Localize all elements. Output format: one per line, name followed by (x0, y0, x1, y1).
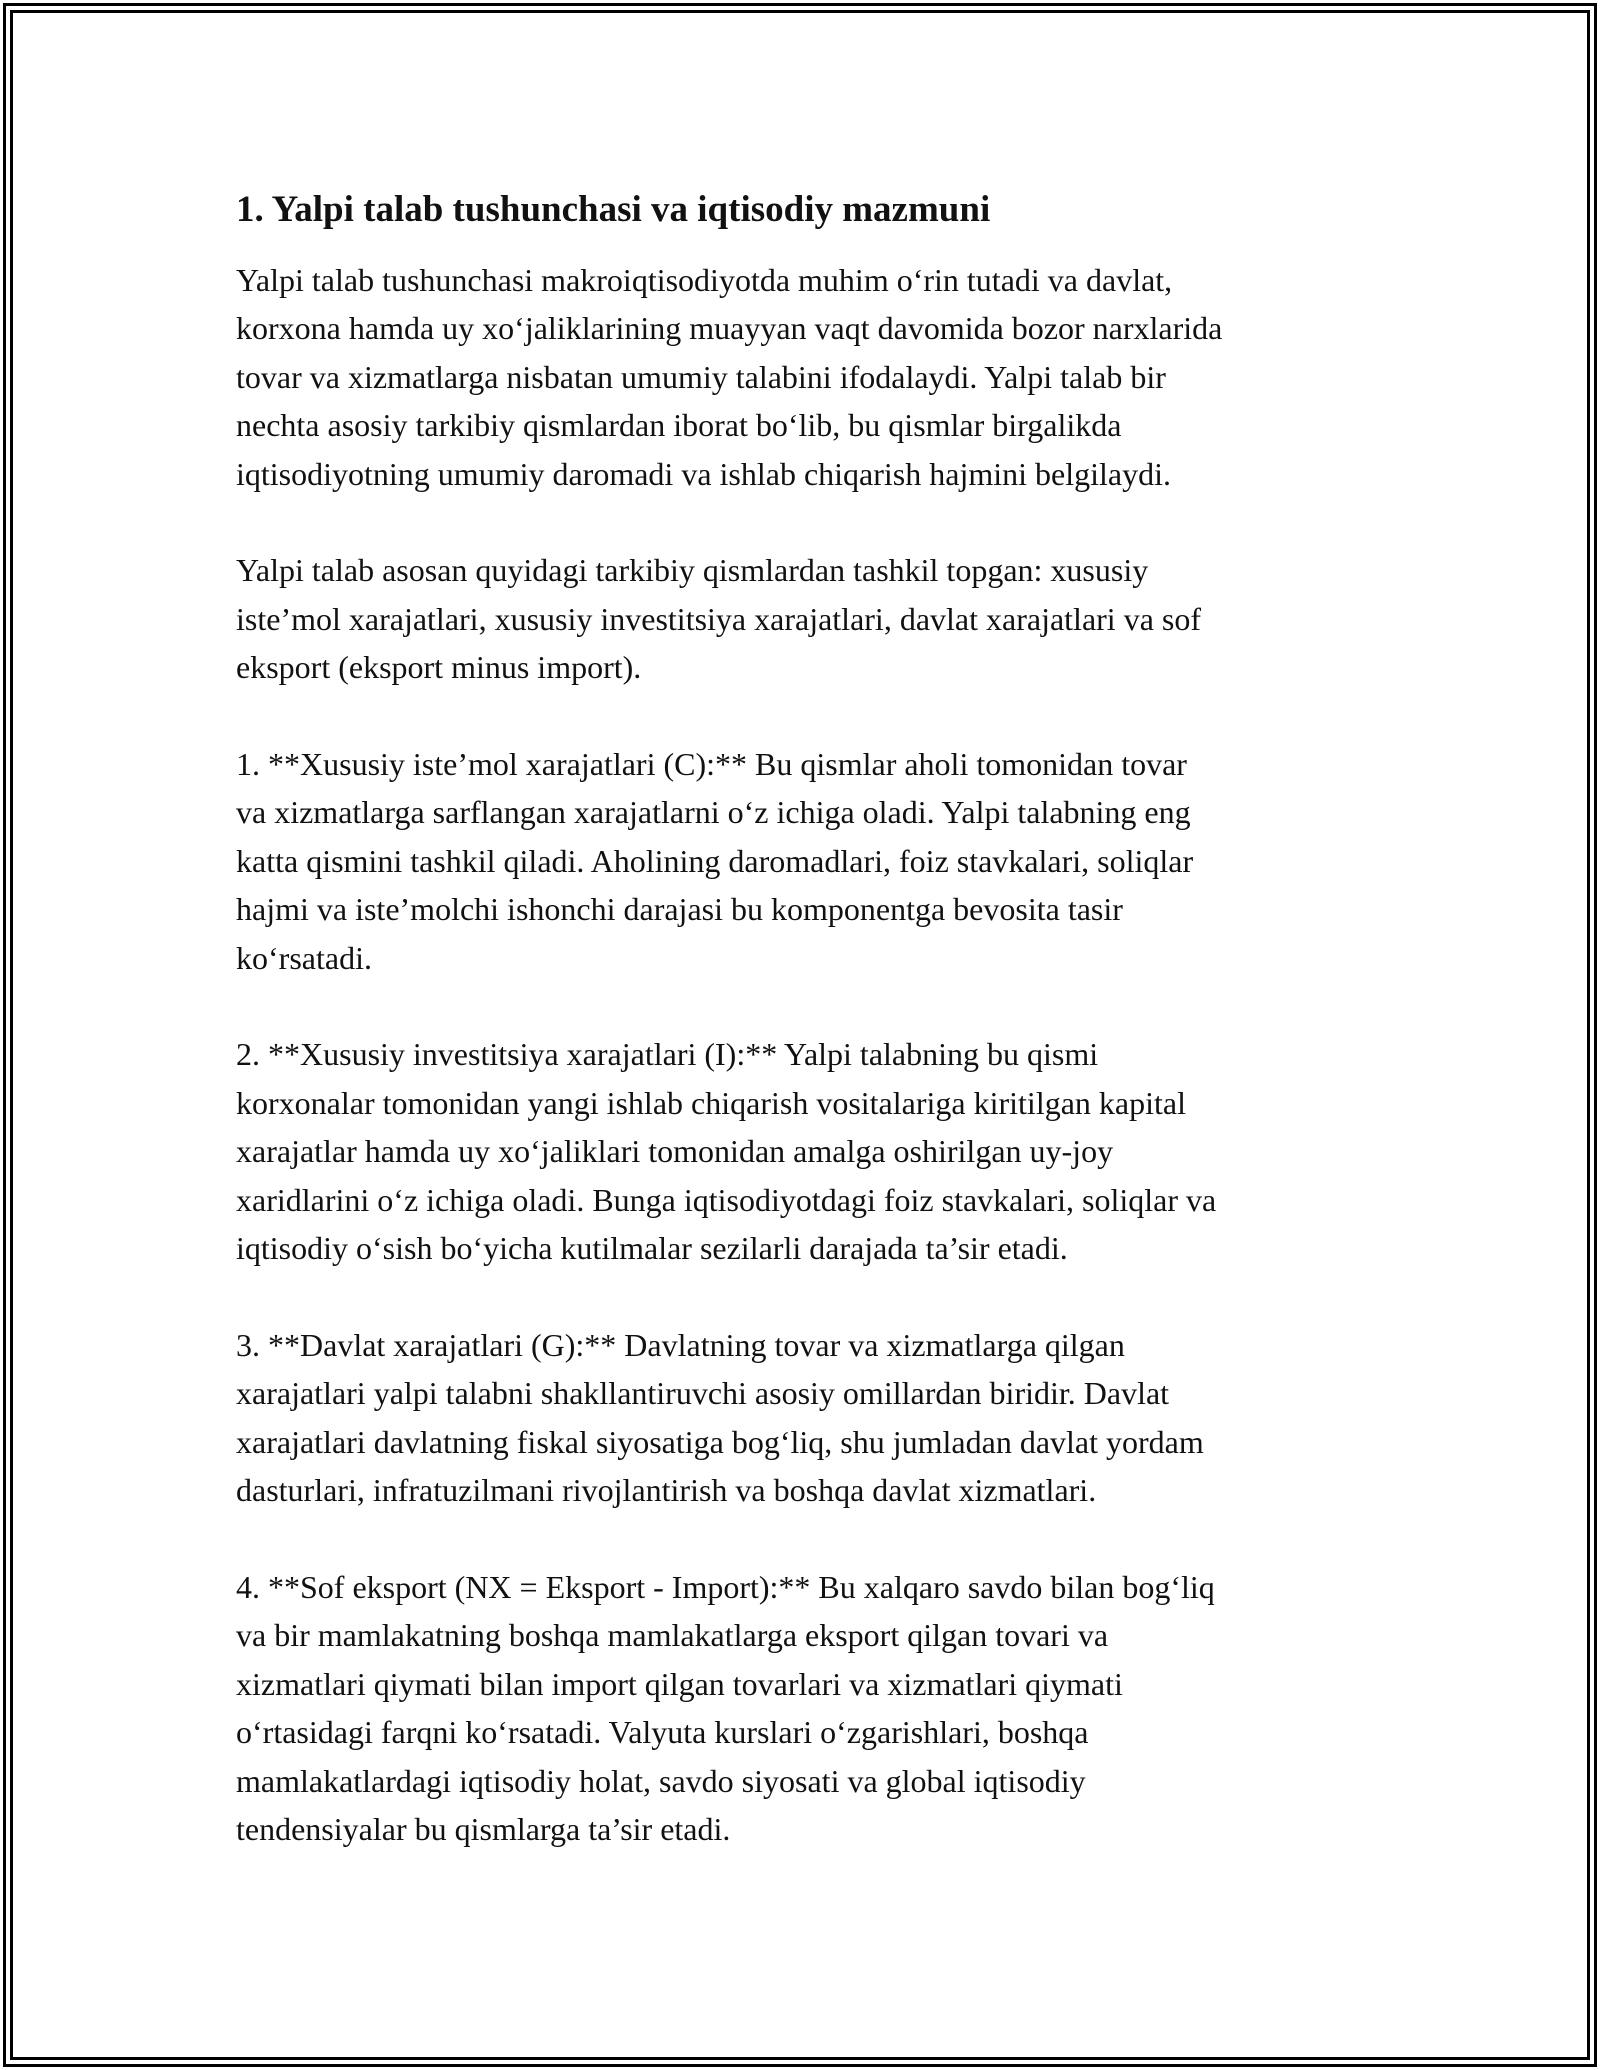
paragraph-net-export: 4. **Sof eksport (NX = Eksport - Import):** Bu xalqaro savdo bilan bog‘liq va bir mamlakatning boshqa mamlakatlarga eksport qilgan tovari va xizmatlari qiymati bilan import qilgan tovarlari va xizmatlari qiymati o‘rtasidagi farqni ko‘rsatadi. Valyuta kurslari o‘zgarishlari, boshqa mamlakatlardagi iqtisodiy holat, savdo siyosati va global iqtisodiy tendensiyalar bu qismlarga ta’sir etadi. (236, 1568, 1215, 1847)
document-body (236, 186, 1376, 1902)
section-heading: 1. Yalpi talab tushunchasi va iqtisodiy mazmuni (236, 189, 991, 230)
paragraph-investment: 2. **Xususiy investitsiya xarajatlari (I):** Yalpi talabning bu qismi korxonalar tomonidan yangi ishlab chiqarish vositalariga kiritilgan kapital xarajatlar hamda uy xo‘jaliklari tomonidan amalga oshirilgan uy-joy xaridlarini o‘z ichiga oladi. Bunga iqtisodiyotdagi foiz stavkalari, soliqlar va iqtisodiy o‘sish bo‘yicha kutilmalar sezilarli darajada ta’sir etadi. (236, 1036, 1217, 1267)
paragraph-government: 3. **Davlat xarajatlari (G):** Davlatning tovar va xizmatlarga qilgan xarajatlari yalpi talabni shakllantiruvchi asosiy omillardan biridir. Davlat xarajatlari davlatning fiskal siyosatiga bog‘liq, shu jumladan davlat yordam dasturlari, infratuzilmani rivojlantirish va boshqa davlat xizmatlari. (236, 1326, 1204, 1509)
paragraph-intro: Yalpi talab tushunchasi makroiqtisodiyotda muhim o‘rin tutadi va davlat, korxona hamda uy xo‘jaliklarining muayyan vaqt davomida bozor narxlarida tovar va xizmatlarga nisbatan umumiy talabini ifodalaydi. Yalpi talab bir nechta asosiy tarkibiy qismlardan iborat bo‘lib, bu qismlar birgalikda iqtisodiyotning umumiy daromadi va ishlab chiqarish hajmini belgilaydi. (236, 262, 1223, 492)
paragraph-consumption: 1. **Xususiy iste’mol xarajatlari (C):** Bu qismlar aholi tomonidan tovar va xizmatlarga sarflangan xarajatlarni o‘z ichiga oladi. Yalpi talabning eng katta qismini tashkil qiladi. Aholining daromadlari, foiz stavkalari, soliqlar hajmi va iste’molchi ishonchi darajasi bu komponentga bevosita tasir ko‘rsatadi. (236, 746, 1194, 976)
paragraph-components: Yalpi talab asosan quyidagi tarkibiy qismlardan tashkil topgan: xususiy iste’mol xarajatlari, xususiy investitsiya xarajatlari, davlat xarajatlari va sof eksport (eksport minus import). (236, 552, 1201, 686)
